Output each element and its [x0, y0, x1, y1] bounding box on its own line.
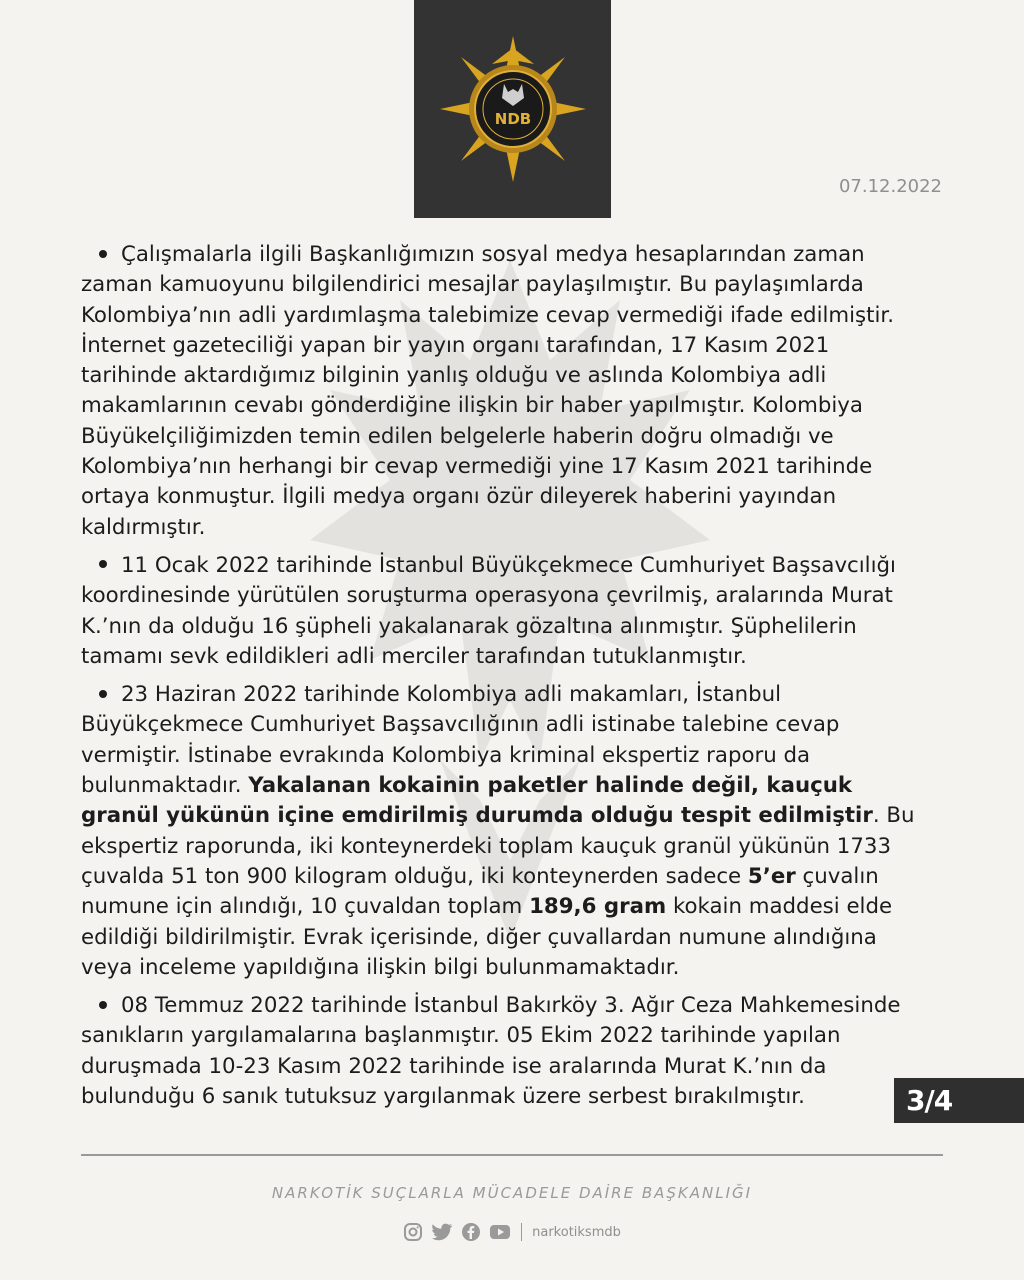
bullet-paragraph [81, 991, 931, 1112]
document-date: 07.12.2022 [838, 176, 942, 197]
paragraph-text: 11 Ocak 2022 tarihinde İstanbul Büyükçekmece Cumhuriyet Başsavcılığı koordinesinde yürütülen soruşturma operasyona çevrilmiş, aralarında Murat K.’nın da olduğu 16 şüpheli yakalanarak gözaltına alınmıştır. Şüphelilerin tamamı sevk edildikleri adli merciler tarafından tutuklanmıştır. [81, 552, 896, 669]
social-handle[interactable]: narkotiksmdb [532, 1224, 621, 1240]
twitter-icon[interactable] [431, 1222, 453, 1242]
footer-divider [81, 1154, 943, 1156]
emphasized-text: Yakalanan kokainin paketler halinde değil, kauçuk granül yükünün içine emdirilmiş durumda olduğu tespit edilmiştir [81, 773, 873, 829]
emphasized-text: 189,6 gram [529, 894, 667, 920]
bullet-icon [99, 1001, 107, 1009]
bullet-paragraph [81, 551, 931, 672]
social-links [0, 1222, 1024, 1242]
youtube-icon[interactable] [489, 1223, 511, 1241]
instagram-icon[interactable] [403, 1222, 423, 1242]
bullet-icon [99, 560, 107, 568]
paragraph-text: 23 Haziran 2022 tarihinde Kolombiya adli makamları, İstanbul Büyükçekmece Cumhuriyet Başsavcılığının adli istinabe talebine cevap vermiştir. İstinabe evrakında Kolombiya kriminal ekspertiz raporu da bulunmaktadır. [81, 682, 840, 799]
paragraph-text: kokain maddesi elde edildiği bildirilmiştir. Evrak içerisinde, diğer çuvallardan numune alındığına veya inceleme yapıldığına ilişkin bilgi bulunmamaktadır. [81, 894, 893, 980]
paragraph-text: Çalışmalarla ilgili Başkanlığımızın sosyal medya hesaplarından zaman zaman kamuoyunu bilgilendirici mesajlar paylaşılmıştır. Bu paylaşımlarda Kolombiya’nın adli yardımlaşma talebimize cevap vermediği ifade edilmiştir. İnternet gazeteciliği yapan bir yayın organı tarafından, 17 Kasım 2021 tarihinde aktardığımız bilginin yanlış olduğu ve aslında Kolombiya adli makamlarının cevabı gönderdiğine ilişkin bir haber yapılmıştır. Kolombiya Büyükelçiliğimizden temin edilen belgelerle haberin doğru olmadığı ve Kolombiya’nın herhangi bir cevap vermediği yine 17 Kasım 2021 tarihinde ortaya konmuştur. İlgili medya organı özür dileyerek haberini yayından kaldırmıştır. [81, 242, 894, 540]
bullet-icon [99, 250, 107, 258]
bullet-icon [99, 690, 107, 698]
paragraph-text: çuvalın numune için alındığı, 10 çuvaldan toplam [81, 863, 879, 920]
logo-panel [414, 0, 611, 218]
social-separator [521, 1223, 522, 1241]
page-number-badge: 3/4 [894, 1078, 1024, 1123]
ndb-emblem [438, 34, 588, 184]
facebook-icon[interactable] [461, 1222, 481, 1242]
logo-text: NDB [494, 110, 531, 128]
paragraph-text: . Bu ekspertiz raporunda, iki konteynerdeki toplam kauçuk granül yükünün 1733 çuvalda 51 ton 900 kilogram olduğu, iki konteynerden sadece [81, 803, 915, 889]
paragraph-text: 08 Temmuz 2022 tarihinde İstanbul Bakırköy 3. Ağır Ceza Mahkemesinde sanıkların yargılamalarına başlanmıştır. 05 Ekim 2022 tarihinde yapılan duruşmada 10-23 Kasım 2022 tarihinde ise aralarında Murat K.’nın da bulunduğu 6 sanık tutuksuz yargılanmak üzere serbest bırakılmıştır. [81, 993, 901, 1110]
bullet-paragraph [81, 680, 931, 983]
emphasized-text: 5’er [747, 863, 796, 889]
footer-title: NARKOTİK SUÇLARLA MÜCADELE DAİRE BAŞKANLIĞI [271, 1184, 753, 1202]
document-body [81, 240, 931, 1120]
bullet-paragraph [81, 240, 931, 543]
